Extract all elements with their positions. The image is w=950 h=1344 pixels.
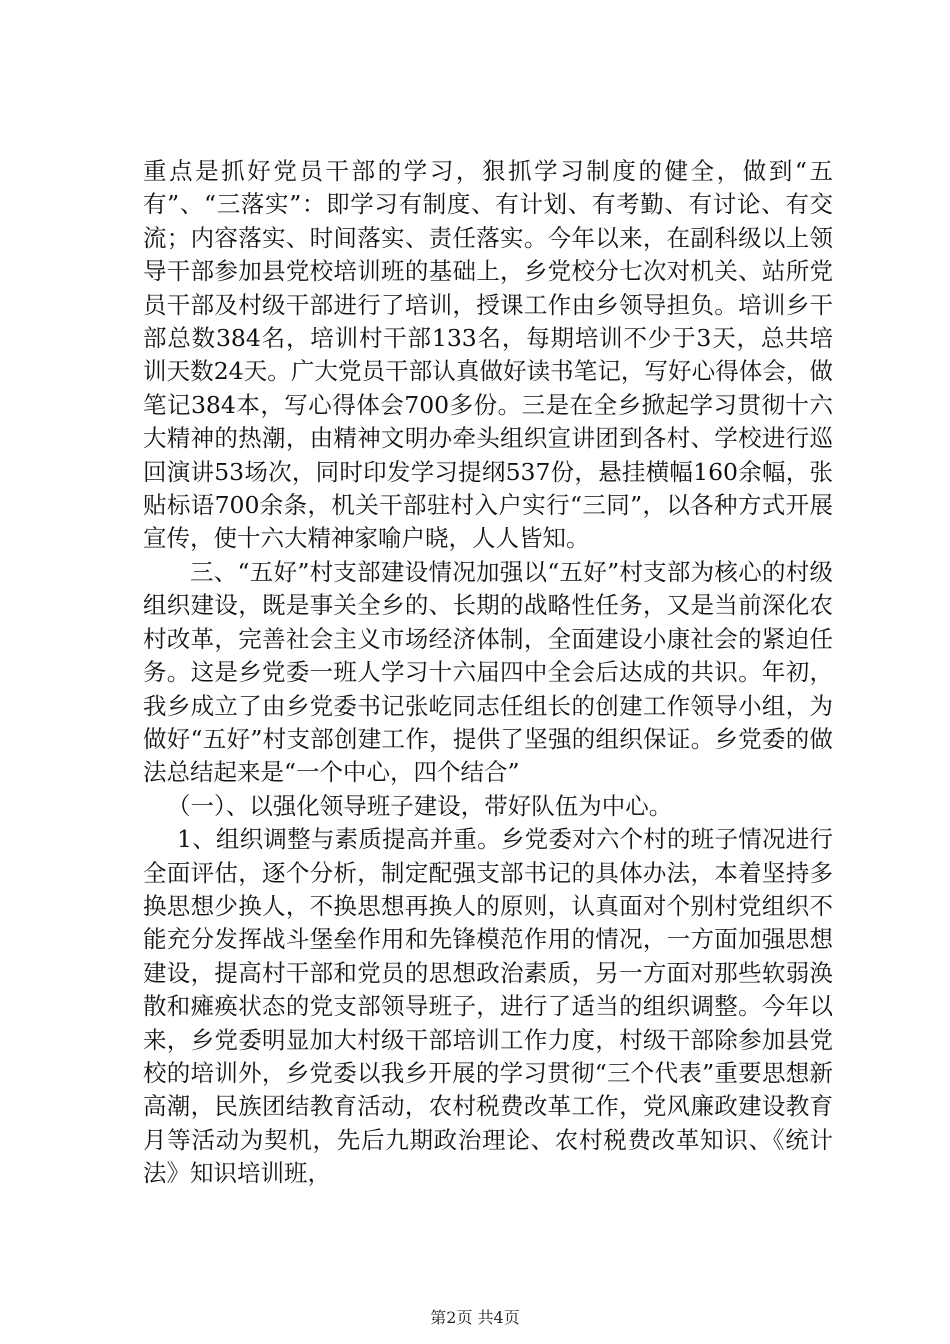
document-body [143, 155, 833, 1191]
body-paragraph-1: 重点是抓好党员干部的学习，狠抓学习制度的健全，做到“五有”、“三落实”：即学习有制度、有计划、有考勤、有讨论、有交流；内容落实、时间落实、责任落实。今年以来，在副科级以上领导干部参加县党校培训班的基础上，乡党校分七次对机关、站所党员干部及村级干部进行了培训，授课工作由乡领导担负。培训乡干部总数384名，培训村干部133名，每期培训不少于3天，总共培训天数24天。广大党员干部认真做好读书笔记，写好心得体会，做笔记384本，写心得体会700多份。三是在全乡掀起学习贯彻十六大精神的热潮，由精神文明办牵头组织宣讲团到各村、学校进行巡回演讲53场次，同时印发学习提纲537份，悬挂横幅160余幅，张贴标语700余条，机关干部驻村入户实行“三同”，以各种方式开展宣传，使十六大精神家喻户晓，人人皆知。 [143, 157, 833, 553]
section-heading-1: （一）、以强化领导班子建设，带好队伍为中心。 [167, 791, 673, 820]
body-paragraph-3: 1、组织调整与素质提高并重。乡党委对六个村的班子情况进行全面评估，逐个分析，制定配强支部书记的具体办法，本着坚持多换思想少换人，不换思想再换人的原则，认真面对个别村党组织不能充分发挥战斗堡垒作用和先锋模范作用的情况，一方面加强思想建设，提高村干部和党员的思想政治素质，另一方面对那些软弱涣散和瘫痪状态的党支部领导班子，进行了适当的组织调整。今年以来，乡党委明显加大村级干部培训工作力度，村级干部除参加县党校的培训外，乡党委以我乡开展的学习贯彻“三个代表”重要思想新高潮，民族团结教育活动，农村税费改革工作，党风廉政建设教育月等活动为契机，先后九期政治理论、农村税费改革知识、《统计法》知识培训班， [143, 825, 833, 1188]
body-paragraph-2: 三、“五好”村支部建设情况加强以“五好”村支部为核心的村级组织建设，既是事关全乡的、长期的战略性任务，又是当前深化农村改革，完善社会主义市场经济体制，全面建设小康社会的紧迫任务。这是乡党委一班人学习十六届四中全会后达成的共识。年初，我乡成立了由乡党委书记张屹同志任组长的创建工作领导小组，为做好“五好”村支部创建工作，提供了坚强的组织保证。乡党委的做法总结起来是“一个中心，四个结合” [143, 557, 833, 787]
page-number-footer: 第2页 共4页 [430, 1308, 520, 1327]
